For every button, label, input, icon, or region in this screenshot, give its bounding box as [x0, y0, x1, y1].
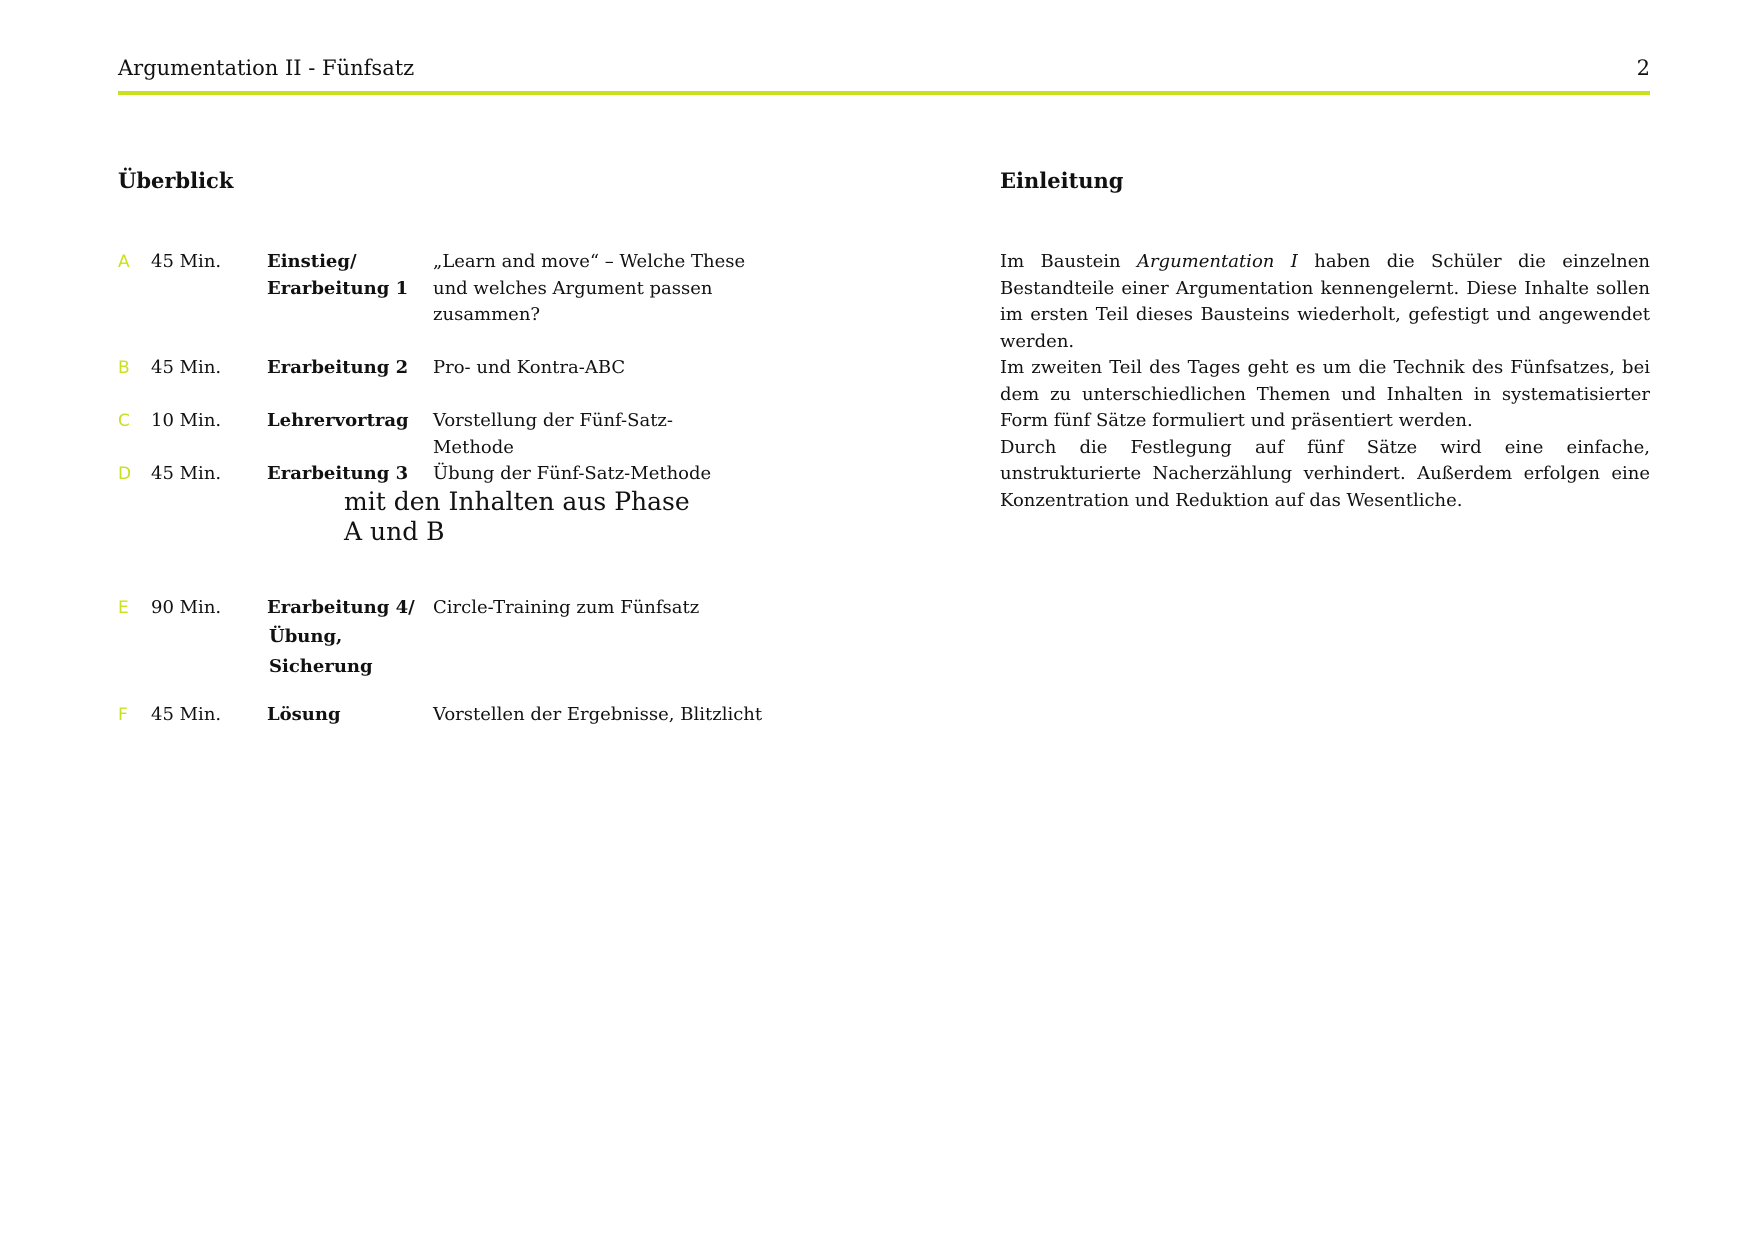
row-phase-line: Erarbeitung 3	[267, 463, 409, 484]
intro-paragraph-3: Durch die Festlegung auf fünf Sätze wird eine einfache, unstrukturierte Nacherzählung verhindert. Außerdem erfolgen eine Konzentration und Reduktion auf das Wesentliche.	[1000, 436, 1650, 511]
page-number: 2	[1636, 56, 1650, 80]
row-phase-line: Einstieg/	[267, 251, 357, 272]
row-phase-line: Übung, Sicherung	[269, 625, 373, 677]
row-phase	[267, 461, 427, 488]
row-content	[433, 702, 793, 729]
row-letter: B	[118, 358, 130, 378]
row-content-line: und welches Argument passen	[433, 277, 713, 299]
row-content-line: Vorstellen der Ergebnisse, Blitzlicht	[433, 704, 763, 725]
row-content-line: A und B	[344, 517, 445, 546]
intro-heading: Einleitung	[1000, 168, 1124, 193]
row-letter: D	[118, 464, 132, 484]
row-duration: 90 Min.	[151, 597, 222, 618]
row-phase	[267, 408, 427, 435]
row-content	[433, 249, 753, 329]
row-content-line: zusammen?	[433, 304, 541, 325]
row-content-line: Vorstellung der Fünf-Satz-Methode	[433, 410, 673, 458]
row-content-line: Pro- und Kontra-ABC	[433, 357, 626, 378]
row-duration: 45 Min.	[151, 704, 222, 725]
intro-italic-term: Argumentation I	[1136, 251, 1298, 272]
row-content-line: Übung der Fünf-Satz-Methode	[433, 463, 712, 484]
intro-text-run: haben die Schüler die einzelnen Bestandteile einer Argumentation kennengelernt. Diese Inhalte sollen im ersten Teil dieses Bausteins wiederholt, gefestigt und angewendet werden.	[1000, 251, 1650, 352]
row-duration: 45 Min.	[151, 251, 222, 272]
header-rule	[118, 91, 1650, 95]
intro-paragraph-2: Im zweiten Teil des Tages geht es um die Technik des Fünfsatzes, bei dem zu unterschiedlichen Themen und Inhalten in systematisierter Form fünf Sätze formuliert und präsentiert werden.	[1000, 357, 1650, 431]
row-content	[433, 461, 753, 488]
row-phase	[267, 355, 427, 382]
intro-text-run: Im Baustein	[1000, 251, 1137, 272]
row-phase-line: Erarbeitung 2	[267, 357, 409, 378]
row-phase-line: Lösung	[267, 704, 341, 725]
row-duration: 10 Min.	[151, 410, 222, 431]
intro-text	[1000, 249, 1650, 514]
row-content	[433, 595, 753, 622]
row-letter: F	[118, 705, 128, 725]
row-phase	[267, 249, 427, 302]
row-d-content-continuation	[344, 487, 744, 547]
intro-paragraph-1	[1000, 249, 1650, 355]
row-phase-line: Erarbeitung 4/	[267, 597, 415, 618]
row-phase-line: Erarbeitung 1	[267, 277, 409, 299]
row-content-line: „Learn and move“ – Welche These	[433, 251, 746, 272]
row-duration: 45 Min.	[151, 463, 222, 484]
row-phase-line: Lehrervortrag	[267, 410, 409, 431]
row-letter: E	[118, 598, 129, 618]
row-phase	[267, 595, 427, 682]
row-content	[433, 408, 753, 461]
row-phase	[267, 702, 427, 729]
row-content	[433, 355, 753, 382]
row-letter: A	[118, 252, 130, 272]
row-content-line: Circle-Training zum Fünfsatz	[433, 597, 700, 618]
row-duration: 45 Min.	[151, 357, 222, 378]
row-content-line: mit den Inhalten aus Phase	[344, 487, 690, 516]
row-letter: C	[118, 411, 130, 431]
overview-heading: Überblick	[118, 168, 234, 193]
running-header-title: Argumentation II - Fünfsatz	[118, 56, 415, 80]
